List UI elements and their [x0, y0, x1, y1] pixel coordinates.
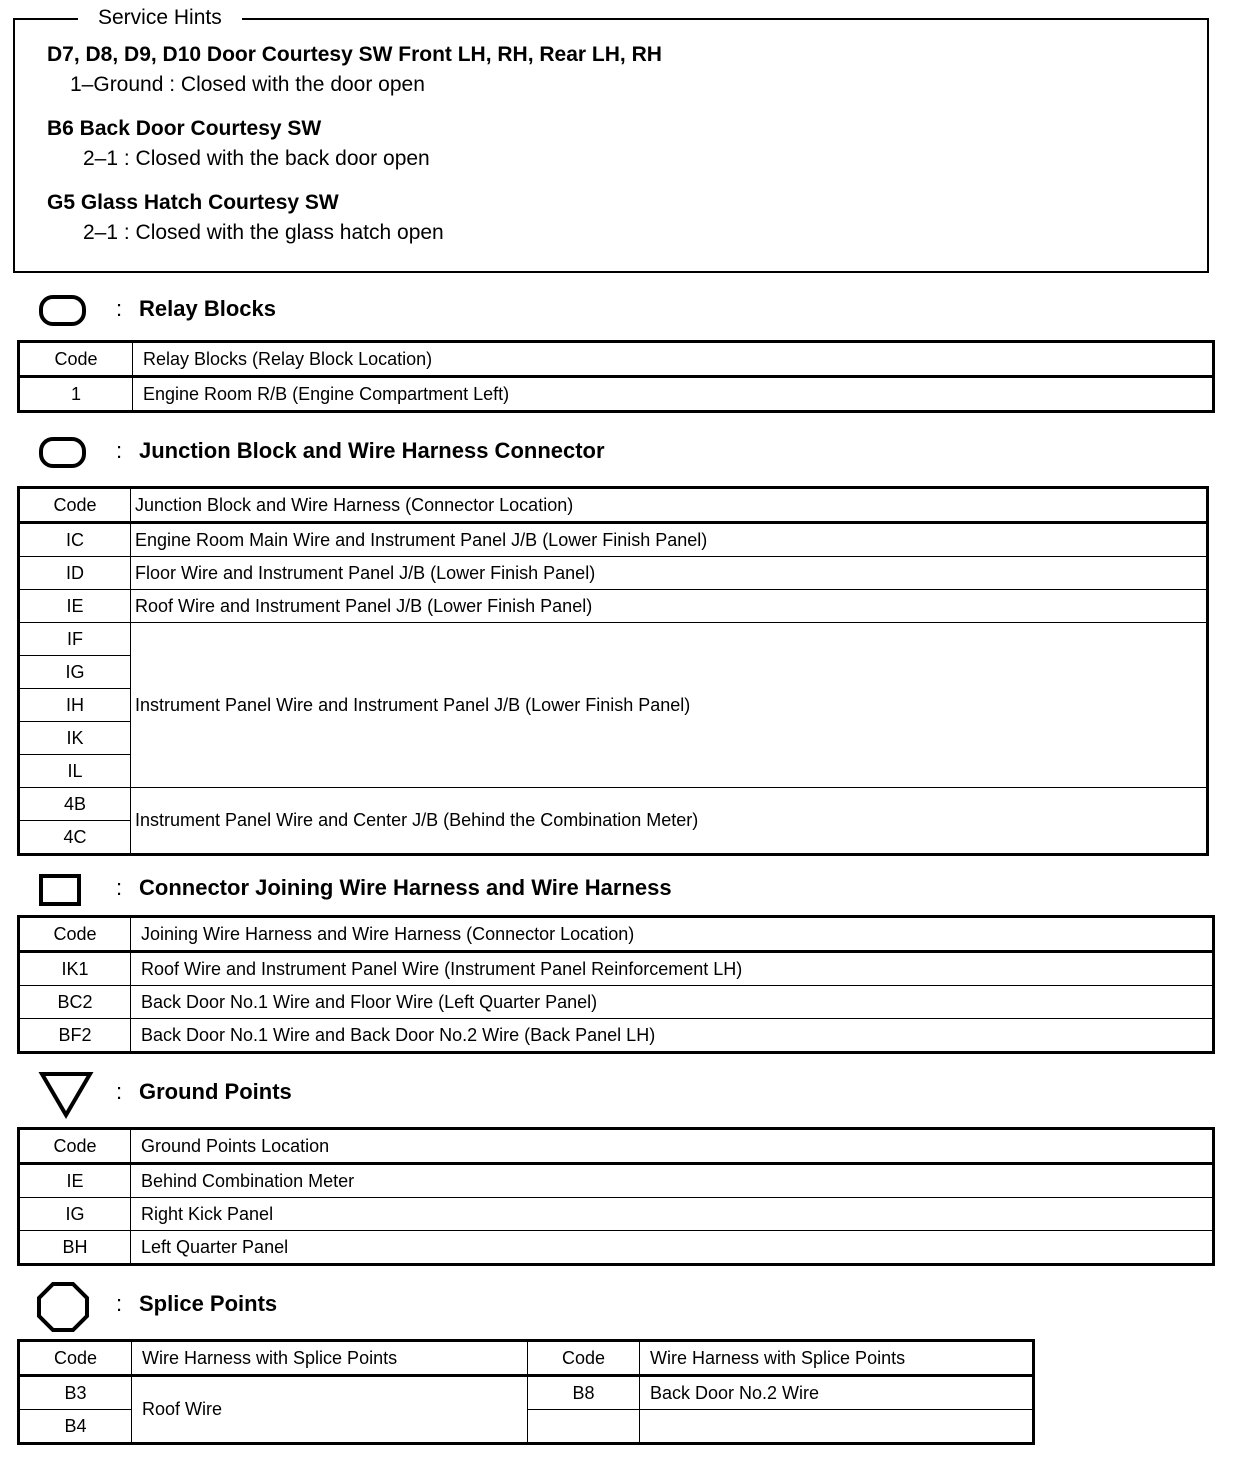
- hint-heading-glass-hatch: G5 Glass Hatch Courtesy SW: [47, 191, 339, 214]
- row-location: Engine Room R/B (Engine Compartment Left): [133, 377, 1214, 412]
- table-header-row: [19, 917, 1214, 952]
- table-header-row: [19, 488, 1208, 523]
- row-harness-merged: Roof Wire: [132, 1376, 528, 1444]
- ground-colon: :: [116, 1079, 123, 1104]
- row-location: Roof Wire and Instrument Panel Wire (Instrument Panel Reinforcement LH): [131, 952, 1214, 986]
- relay-blocks-table: [17, 340, 1215, 413]
- header-location: Junction Block and Wire Harness (Connector Location): [131, 488, 1208, 523]
- table-header-row: [19, 342, 1214, 377]
- hint-heading-door-courtesy: D7, D8, D9, D10 Door Courtesy SW Front LH, RH, Rear LH, RH: [47, 43, 662, 66]
- header-location: Ground Points Location: [131, 1129, 1214, 1164]
- table-row: [19, 952, 1214, 986]
- splice-points-table: [17, 1339, 1035, 1445]
- row-code: BC2: [19, 986, 131, 1019]
- table-row: [19, 377, 1214, 412]
- rounded-rectangle-icon: [38, 294, 88, 328]
- row-code: IE: [19, 1164, 131, 1198]
- splice-points-heading: Splice Points: [139, 1291, 278, 1316]
- triangle-icon: [38, 1070, 94, 1120]
- row-code: BH: [19, 1231, 131, 1265]
- row-code: IG: [19, 1198, 131, 1231]
- rectangle-icon: [38, 873, 82, 907]
- row-code: IE: [19, 590, 131, 623]
- header-code-left: Code: [19, 1341, 132, 1376]
- row-code: IH: [19, 689, 131, 722]
- table-row: [19, 523, 1208, 557]
- table-row: [19, 557, 1208, 590]
- junction-block-heading: Junction Block and Wire Harness Connector: [139, 438, 605, 463]
- octagon-icon: [36, 1281, 90, 1333]
- row-code: IK1: [19, 952, 131, 986]
- row-code: B4: [19, 1410, 132, 1444]
- junction-block-table: [17, 486, 1209, 856]
- table-row: [19, 623, 1208, 656]
- row-location-merged: Instrument Panel Wire and Center J/B (Behind the Combination Meter): [131, 788, 1208, 855]
- table-row: [19, 1376, 1034, 1410]
- row-location: Left Quarter Panel: [131, 1231, 1214, 1265]
- row-code: IG: [19, 656, 131, 689]
- row-code: 4B: [19, 788, 131, 821]
- ground-points-table: [17, 1127, 1215, 1266]
- header-code: Code: [19, 342, 133, 377]
- header-location: Joining Wire Harness and Wire Harness (Connector Location): [131, 917, 1214, 952]
- connector-colon: :: [116, 875, 123, 900]
- relay-blocks-heading: Relay Blocks: [139, 296, 276, 321]
- row-code: IF: [19, 623, 131, 656]
- row-code: IK: [19, 722, 131, 755]
- header-location: Relay Blocks (Relay Block Location): [133, 342, 1214, 377]
- table-row: [19, 590, 1208, 623]
- row-location: Behind Combination Meter: [131, 1164, 1214, 1198]
- row-location: Right Kick Panel: [131, 1198, 1214, 1231]
- row-code-right-empty: [528, 1410, 640, 1444]
- ground-points-heading: Ground Points: [139, 1079, 292, 1104]
- table-row: [19, 1198, 1214, 1231]
- row-code: 1: [19, 377, 133, 412]
- row-location: Engine Room Main Wire and Instrument Panel J/B (Lower Finish Panel): [131, 523, 1208, 557]
- hint-heading-back-door: B6 Back Door Courtesy SW: [47, 117, 322, 140]
- hint-detail-glass-hatch: 2–1 : Closed with the glass hatch open: [83, 221, 444, 244]
- table-row: [19, 1231, 1214, 1265]
- row-code: IL: [19, 755, 131, 788]
- table-header-row: [19, 1129, 1214, 1164]
- connector-table: [17, 915, 1215, 1054]
- rounded-rectangle-icon: [38, 436, 88, 470]
- relay-colon: :: [116, 296, 123, 321]
- row-code-right: B8: [528, 1376, 640, 1410]
- table-row: [19, 1019, 1214, 1053]
- row-code: B3: [19, 1376, 132, 1410]
- row-code: 4C: [19, 821, 131, 855]
- row-code: IC: [19, 523, 131, 557]
- row-location-merged: Instrument Panel Wire and Instrument Panel J/B (Lower Finish Panel): [131, 623, 1208, 788]
- row-location: Roof Wire and Instrument Panel J/B (Lower Finish Panel): [131, 590, 1208, 623]
- table-row: [19, 788, 1208, 821]
- service-hints-title: Service Hints: [78, 5, 242, 31]
- row-code: BF2: [19, 1019, 131, 1053]
- header-harness-left: Wire Harness with Splice Points: [132, 1341, 528, 1376]
- header-code: Code: [19, 1129, 131, 1164]
- junction-colon: :: [116, 438, 123, 463]
- table-row: [19, 1164, 1214, 1198]
- table-row: [19, 986, 1214, 1019]
- header-code-right: Code: [528, 1341, 640, 1376]
- header-code: Code: [19, 488, 131, 523]
- row-code: ID: [19, 557, 131, 590]
- hint-detail-door-courtesy: 1–Ground : Closed with the door open: [70, 73, 425, 96]
- header-harness-right: Wire Harness with Splice Points: [640, 1341, 1034, 1376]
- row-location: Back Door No.1 Wire and Floor Wire (Left Quarter Panel): [131, 986, 1214, 1019]
- hint-detail-back-door: 2–1 : Closed with the back door open: [83, 147, 430, 170]
- row-location: Floor Wire and Instrument Panel J/B (Lower Finish Panel): [131, 557, 1208, 590]
- row-location: Back Door No.1 Wire and Back Door No.2 Wire (Back Panel LH): [131, 1019, 1214, 1053]
- splice-colon: :: [116, 1291, 123, 1316]
- row-harness-right-empty: [640, 1410, 1034, 1444]
- header-code: Code: [19, 917, 131, 952]
- table-header-row: [19, 1341, 1034, 1376]
- row-harness-right: Back Door No.2 Wire: [640, 1376, 1034, 1410]
- connector-heading: Connector Joining Wire Harness and Wire Harness: [139, 875, 672, 900]
